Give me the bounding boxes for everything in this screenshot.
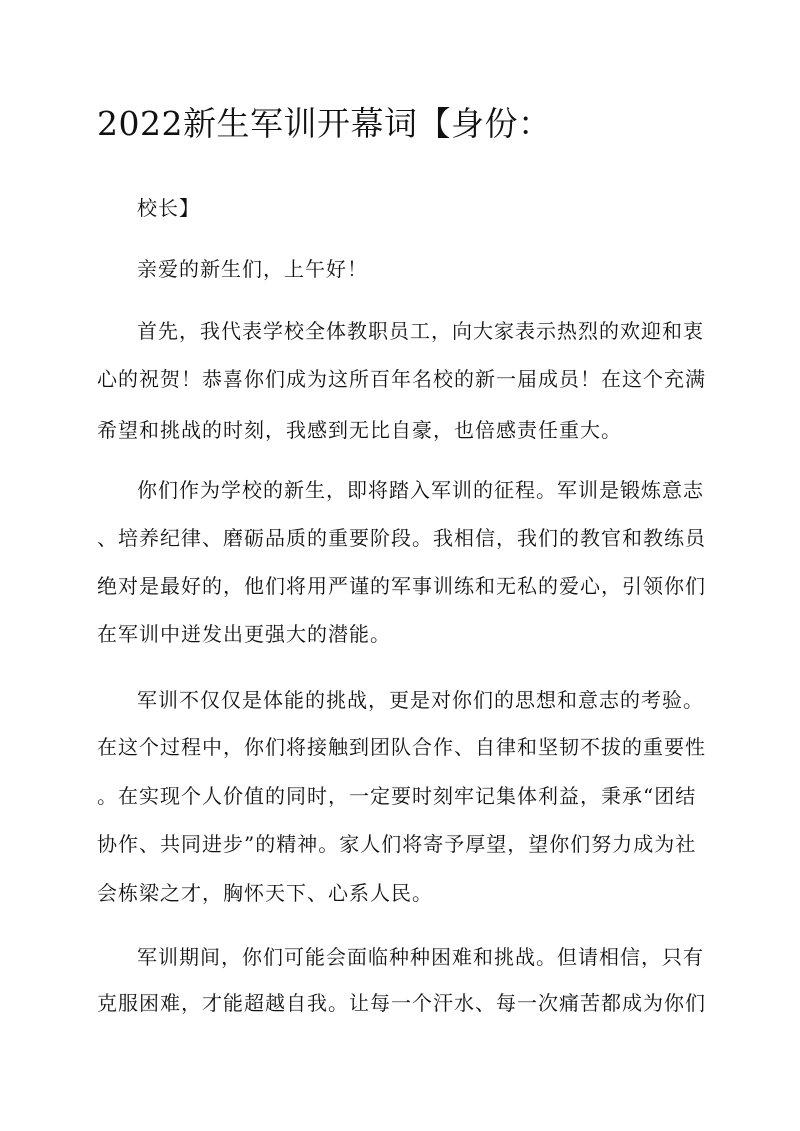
paragraph-line: 军训期间，你们可能会面临种种困难和挑战。但请相信，只有 xyxy=(137,945,704,969)
paragraph-line: 克服困难，才能超越自我。让每一个汗水、每一次痛苦都成为你们 xyxy=(97,991,706,1015)
paragraph-line: 在这个过程中，你们将接触到团队合作、自律和坚韧不拔的重要性 xyxy=(97,735,706,759)
paragraph-line: 首先，我代表学校全体教职员工，向大家表示热烈的欢迎和衷 xyxy=(137,319,704,343)
paragraph-line: 绝对是最好的，他们将用严谨的军事训练和无私的爱心，引领你们 xyxy=(97,574,706,598)
greeting-line: 亲爱的新生们，上午好！ xyxy=(137,257,368,281)
paragraph-line: 、培养纪律、磨砺品质的重要阶段。我相信，我们的教官和教练员 xyxy=(97,526,706,550)
paragraph-line: 在军训中迸发出更强大的潜能。 xyxy=(97,622,391,646)
paragraph-line: 军训不仅仅是体能的挑战，更是对你们的思想和意志的考验。 xyxy=(137,688,704,712)
paragraph-line: 会栋梁之才，胸怀天下、心系人民。 xyxy=(97,881,433,905)
paragraph-line: 校长】 xyxy=(137,196,200,220)
paragraph-line: 心的祝贺！恭喜你们成为这所百年名校的新一届成员！在这个充满 xyxy=(97,367,706,391)
paragraph-line: 希望和挑战的时刻，我感到无比自豪，也倍感责任重大。 xyxy=(97,418,622,442)
paragraph-line: 协作、共同进步”的精神。家人们将寄予厚望，望你们努力成为社 xyxy=(97,832,697,856)
paragraph-line: 。在实现个人价值的同时，一定要时刻牢记集体利益，秉承“团结 xyxy=(97,784,697,808)
document-title: 2022新生军训开幕词【身份： xyxy=(97,104,552,143)
paragraph-line: 你们作为学校的新生，即将踏入军训的征程。军训是锻炼意志 xyxy=(137,478,704,502)
